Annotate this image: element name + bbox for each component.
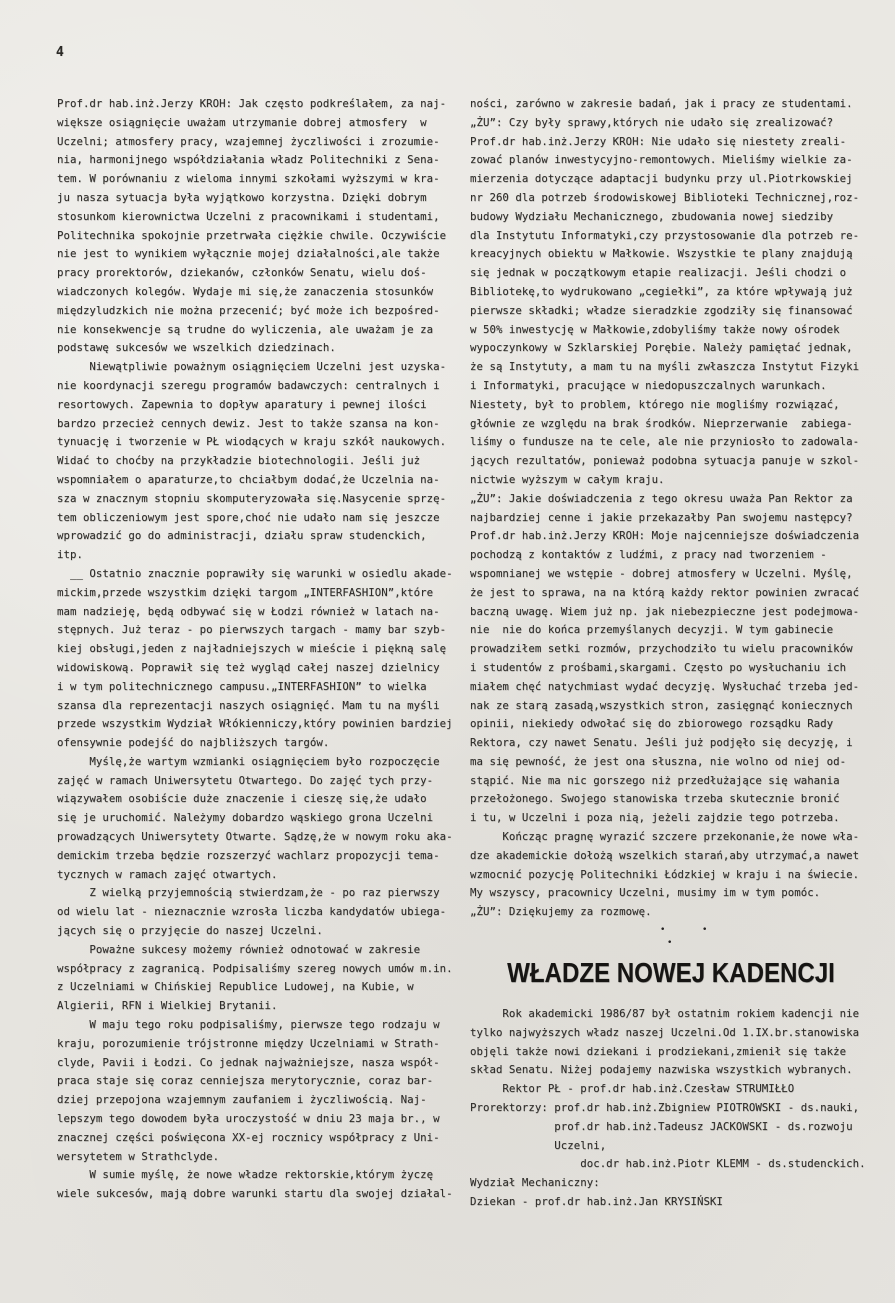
text-line: Prof.dr hab.inż.Jerzy KROH: Jak często podkreślałem, za naj- [57,97,447,110]
text-line: „ŻU”: Dziękujemy za rozmowę. [470,905,652,919]
text-line: wiadczonych kolegów. Wydaje mi się,że zanaczenia stosunków [57,284,434,298]
text-line: współpracy z zagranicą. Podpisaliśmy szereg nowych umów m.in. [57,961,453,975]
divider-dot-icon: • [702,925,708,936]
text-line: W sumie myślę, że nowe władze rektorskie,którym życzę [57,1168,434,1182]
text-line: sza w znacznym stopniu skomputeryzowała się.Nasycenie sprzę- [57,491,447,505]
text-line: Prorektorzy: prof.dr hab.inż.Zbigniew PIOTROWSKI - ds.nauki, [470,1101,860,1115]
text-line: Wydział Mechaniczny: [470,1176,600,1190]
text-line: Poważne sukcesy możemy również odnotować w zakresie [57,942,421,956]
text-line: mickim,przede wszystkim dzięki targom „INTERFASHION”,które [57,585,434,599]
text-line: Algierii, RFN i Wielkiej Brytanii. [57,999,278,1013]
text-line: wiązywałem osobiście duże znaczenie i cieszę się,że udało [57,792,427,806]
text-line: większe osiągnięcie uważam utrzymanie dobrej atmosfery w [57,115,427,129]
text-line: opinii, niekiedy odwołać się do zbiorowego rozsądku Rady [470,717,834,731]
text-line: liśmy o fundusze na te cele, ale nie przyniosło to zadowala- [470,435,860,449]
text-line: szansa dla reprezentacji naszych osiągnięć. Mam tu na myśli [57,698,440,712]
text-line: wypoczynkowy w Szklarskiej Porębie. Należy pamiętać jednak, [470,341,853,355]
text-line: ności, zarówno w zakresie badań, jak i pracy ze studentami. [470,97,853,110]
text-line: Z wielką przyjemnością stwierdzam,że - po raz pierwszy [57,886,440,900]
text-line: itp. [57,548,83,562]
text-line: dla Instytutu Informatyki,czy przystosowanie dla potrzeb re- [470,228,860,242]
text-line: W maju tego roku podpisaliśmy, pierwsze tego rodzaju w [57,1018,440,1032]
text-line: Myślę,że wartym wzmianki osiągnięciem było rozpoczęcie [57,754,440,768]
text-line: że są Instytuty, a mam tu na myśli zwłaszcza Instytut Fizyki [470,360,860,374]
text-line: jących się o przyjęcie do naszej Uczelni. [57,924,323,938]
text-line: podstawę sukcesów we wszelkich dziedzinach. [57,341,336,355]
text-line: tylko najwyższych władz naszej Uczelni.Od 1.IX.br.stanowiska [470,1025,860,1039]
text-line: „ŻU”: Jakie doświadczenia z tego okresu uważa Pan Rektor za [470,491,853,505]
page-number: 4 [56,45,64,60]
text-line: się jednak w początkowym etapie realizacji. Jeśli chodzi o [470,266,847,280]
text-line: nie jest to wynikiem wyłącznie mojej działalności,ale także [57,247,440,261]
text-line: że jest to sprawa, na na którą każdy rektor powinien zwracać [470,585,860,599]
section-headline: WŁADZE NOWEJ KADENCJI [507,957,835,989]
section-divider [470,924,872,950]
text-line: i Informatyki, pracujące w niedopuszczalnych warunkach. [470,378,827,392]
text-line: i tu, w Uczelni i poza nią, jeżeli zajdzie tego potrzeba. [470,811,840,825]
text-line: wspomnianej we wstępie - dobrej atmosfery w Uczelni. Myślę, [470,566,853,580]
text-line: Niewątpliwie poważnym osiągnięciem Uczelni jest uzyska- [57,360,447,374]
text-line: budowy Wydziału Mechanicznego, zbudowania nowej siedziby [470,209,834,223]
divider-dot-icon: • [660,925,666,936]
text-line: ma się pewność, że jest ona słuszna, nie wolno od niej od- [470,754,847,768]
text-line: stępnych. Już teraz - po pierwszych targach - mamy bar szyb- [57,623,447,637]
text-line: przełożonego. Swojego stanowiska trzeba skutecznie bronić [470,792,840,806]
text-line: nr 260 dla potrzeb środowiskowej Biblioteki Technicznej,roz- [470,190,860,204]
text-line: głównie ze względu na brak środków. Nieprzerwanie zabiega- [470,416,853,430]
text-line: bardzo przecież cennych dewiz. Jest to także szansa na kon- [57,416,440,430]
text-line: prof.dr hab.inż.Tadeusz JACKOWSKI - ds.rozwoju [470,1119,853,1133]
text-line: zajęć w ramach Uniwersytetu Otwartego. Do zajęć tych przy- [57,773,434,787]
text-line: przede wszystkim Wydział Włókienniczy,który powinien bardziej [57,717,453,731]
text-line: tem obliczeniowym jest spore,choć nie udało nam się jeszcze [57,510,440,524]
text-line: się je uruchomić. Należymy dobardzo wąskiego grona Uczelni [57,811,434,825]
text-line: baczną uwagę. Wiem już np. jak niebezpieczne jest podejmowa- [470,604,860,618]
text-line: pracy prorektorów, dziekanów, członków Senatu, wielu doś- [57,266,427,280]
text-line: miałem chęć natychmiast wydać decyzję. Wysłuchać trzeba jed- [470,679,860,693]
text-line: tycznych w ramach zajęć otwartych. [57,867,278,881]
text-line: Kończąc pragnę wyrazić szczere przekonanie,że nowe wła- [470,830,860,844]
text-line: Uczelni; atmosfery pracy, wzajemnej życzliwości i zrozumie- [57,134,440,148]
text-line: i studentów z prośbami,skargami. Często po wysłuchaniu ich [470,660,847,674]
text-line: znacznej części poświęcona XX-ej rocznicy współpracy z Uni- [57,1130,440,1144]
text-line: wzmocnić pozycję Politechniki Łódzkiej w kraju i na świecie. [470,867,860,881]
divider-dot-icon: • [667,938,673,949]
text-line: dze akademickie dołożą wszelkich starań,aby utrzymać,a nawet [470,848,860,862]
text-line: w 50% inwestycję w Małkowie,zdobyliśmy także nowy ośrodek [470,322,840,336]
text-line: praca staje się coraz cenniejsza merytorycznie, coraz bar- [57,1074,434,1088]
text-line: ju nasza sytuacja była wyjątkowo korzystna. Dzięki dobrym [57,190,427,204]
text-line: nia, harmonijnego współdziałania władz Politechniki z Sena- [57,153,440,167]
text-line: Politechnika spokojnie przetrwała ciężkie chwile. Oczywiście [57,228,447,242]
text-line: skład Senatu. Niżej podajemy nazwiska wszystkich wybranych. [470,1063,853,1077]
text-line: widowiskową. Poprawił się też wygląd całej naszej dzielnicy [57,660,440,674]
text-line: pierwsze składki; władze sieradzkie zgodziły się finansować [470,303,853,317]
text-line: wprowadzić go do administracji, działu spraw studenckich, [57,529,427,543]
text-line: nie nie do końca przemyślanych decyzji. W tym gabinecie [470,623,834,637]
text-line: Bibliotekę,to wydrukowano „cegiełki”, za które wpływają już [470,284,853,298]
text-line: Rektor PŁ - prof.dr hab.inż.Czesław STRUMIŁŁO [470,1082,795,1096]
text-line: wspomniałem o aparaturze,to chciałbym dodać,że Uczelnia na- [57,472,440,486]
text-line: My wszyscy, pracownicy Uczelni, musimy im w tym pomóc. [470,886,821,900]
text-line: Niestety, był to problem, którego nie mogliśmy rozwiązać, [470,397,840,411]
text-line: nictwie wyższym w całym kraju. [470,472,665,486]
text-line: doc.dr hab.inż.Piotr KLEMM - ds.studenckich. [470,1157,866,1171]
text-line: objęli także nowi dziekani i prodziekani,zmienił się także [470,1044,847,1058]
text-line: __ Ostatnio znacznie poprawiły się warunki w osiedlu akade- [57,566,453,580]
text-line: najbardziej cenne i jakie przekazałby Pan swojemu następcy? [470,510,853,524]
text-line: zować planów inwestycyjno-remontowych. Mieliśmy wielkie za- [470,153,853,167]
text-line: resortowych. Zapewnia to dopływ aparatury i pewnej ilości [57,397,427,411]
text-line: jących rezultatów, ponieważ podobna sytuacja panuje w szkol- [470,454,860,468]
text-line: Rektora, czy nawet Senatu. Jeśli już podjęło się decyzję, i [470,736,853,750]
text-line: mam nadzieję, będą odbywać się w Łodzi również w latach na- [57,604,440,618]
left-column [57,95,459,1204]
text-line: i w tym politechnicznego campusu.„INTERFASHION” to wielka [57,679,427,693]
text-line: Prof.dr hab.inż.Jerzy KROH: Nie udało się niestety zreali- [470,134,847,148]
text-line: stąpić. Nie ma nic gorszego niż przedłużające się wahania [470,773,840,787]
text-line: wersytetem w Strathclyde. [57,1149,220,1163]
text-line: lepszym tego dowodem była uroczystość w dniu 23 maja br., w [57,1112,440,1126]
text-line: Prof.dr hab.inż.Jerzy KROH: Moje najcenniejsze doświadczenia [470,529,860,543]
text-line: kraju, porozumienie trójstronne między Uczelniami w Strath- [57,1036,440,1050]
text-line: Rok akademicki 1986/87 był ostatnim rokiem kadencji nie [470,1007,860,1021]
text-line: „ŻU”: Czy były sprawy,których nie udało się zrealizować? [470,115,834,129]
text-line: dziej przepojona wzajemnym zaufaniem i życzliwością. Naj- [57,1093,427,1107]
text-line: międzyludzkich nie można przecenić; być może ich bezpośred- [57,303,440,317]
text-line: nie konsekwencje są trudne do wyliczenia, ale uważam je za [57,322,434,336]
text-line: prowadziłem setki rozmów, przychodziło tu wielu pracowników [470,642,853,656]
text-line: tem. W porównaniu z wieloma innymi szkołami wyższymi w kra- [57,172,440,186]
text-line: z Uczelniami w Chińskiej Republice Ludowej, na Kubie, w [57,980,414,994]
text-line: kreacyjnych obiektu w Małkowie. Wszystkie te plany znajdują [470,247,853,261]
text-line: stosunkom kierownictwa Uczelni z pracownikami i studentami, [57,209,440,223]
text-line: Dziekan - prof.dr hab.inż.Jan KRYSIŃSKI [470,1195,723,1209]
text-line: wiele sukcesów, mają dobre warunki startu dla swojej działal- [57,1187,453,1201]
text-line: prowadzących Uniwersytety Otwarte. Sądzę,że w nowym roku aka- [57,830,453,844]
text-line: nak ze starą zasadą,wszystkich stron, zasięgnąć koniecznych [470,698,853,712]
text-line: ofensywnie podejść do najbliższych targów. [57,736,330,750]
text-line: tynuację i tworzenie w PŁ wiodących w kraju szkół naukowych. [57,435,447,449]
text-line: nie koordynacji szeregu programów badawczych: centralnych i [57,378,440,392]
text-line: od wielu lat - nieznacznie wzrosła liczba kandydatów ubiega- [57,905,447,919]
right-column [470,95,872,1212]
text-line: pochodzą z kontaktów z ludźmi, z pracy nad tworzeniem - [470,548,827,562]
text-line: clyde, Pavii i Łodzi. Co jednak najważniejsze, nasza współ- [57,1055,440,1069]
interview-continuation-text [470,95,872,922]
text-line: demickim trzeba będzie rozszerzyć wachlarz propozycji tema- [57,848,440,862]
text-line: mierzenia dotyczące adaptacji budynku przy ul.Piotrkowskiej [470,172,853,186]
text-line: Uczelni, [470,1138,607,1152]
text-line: Widać to choćby na przykładzie biotechnologii. Jeśli już [57,454,421,468]
new-term-authorities-text [470,1005,872,1212]
text-line: kiej obsługi,jeden z najładniejszych w mieście i piękną salę [57,642,447,656]
